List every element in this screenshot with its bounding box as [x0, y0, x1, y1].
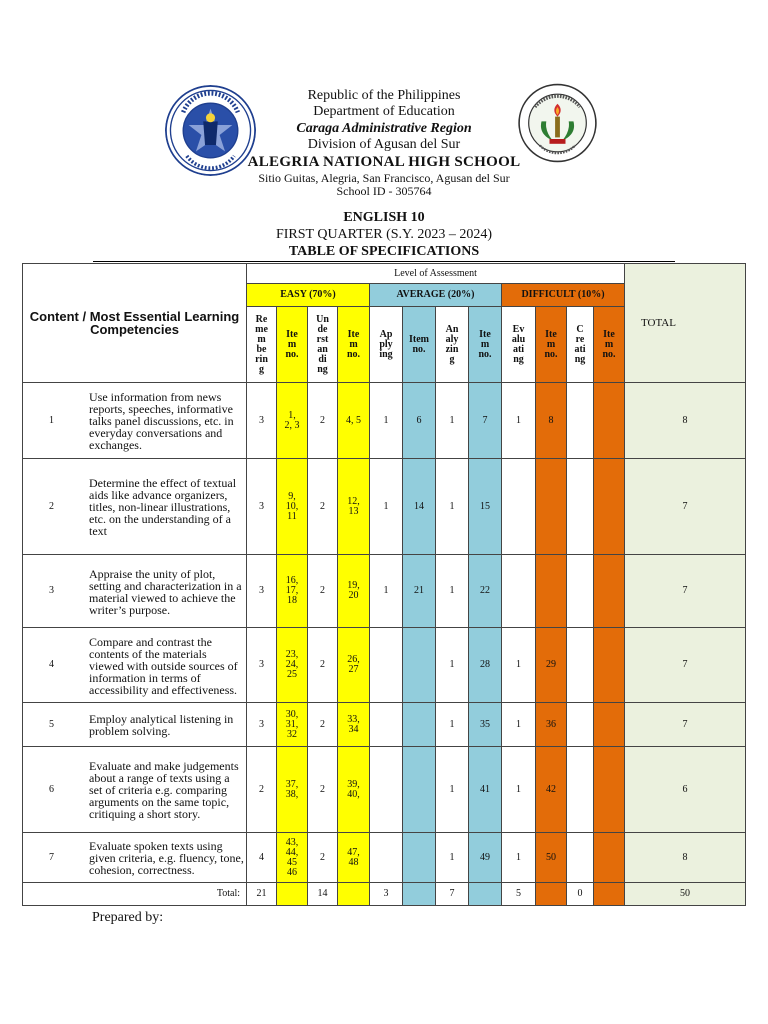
item-numbers-cell: 30, 31, 32: [277, 703, 308, 747]
table-row: [23, 703, 746, 747]
count-cell: 2: [308, 628, 338, 703]
quarter-title: FIRST QUARTER (S.Y. 2023 – 2024): [275, 227, 493, 242]
table-row: [23, 628, 746, 703]
item-numbers-cell: [403, 628, 436, 703]
item-numbers-cell: [536, 555, 567, 628]
item-numbers-cell: 39, 40,: [338, 747, 370, 833]
count-cell: 1: [370, 383, 403, 459]
totals-row: [23, 883, 746, 906]
competency-number: 4: [49, 659, 54, 670]
total-evaluating: 5: [502, 883, 536, 906]
count-cell: 2: [308, 747, 338, 833]
region-line: Caraga Administrative Region: [296, 121, 472, 136]
item-numbers-cell: 19, 20: [338, 555, 370, 628]
table-row: [23, 383, 746, 459]
item-numbers-cell: 50: [536, 833, 567, 883]
count-cell: 1: [502, 383, 536, 459]
competency-number: 6: [49, 783, 54, 795]
total-item-cell: [338, 883, 370, 906]
competency-cell: [23, 628, 247, 703]
count-cell: 2: [308, 703, 338, 747]
item-numbers-cell: [594, 555, 625, 628]
competency-number: 3: [49, 585, 54, 596]
total-item-cell: [536, 883, 567, 906]
count-cell: 1: [370, 459, 403, 555]
count-cell: [567, 459, 594, 555]
count-cell: 1: [436, 833, 469, 883]
row-total: 7: [625, 703, 746, 747]
count-cell: [370, 703, 403, 747]
item-numbers-cell: [594, 833, 625, 883]
competency-text: Evaluate spoken texts using given criteria, e.g. fluency, tone, cohesion, correctness.: [89, 839, 244, 877]
totals-label: Total:: [23, 883, 247, 906]
count-cell: 1: [370, 555, 403, 628]
department-line: Department of Education: [313, 104, 455, 119]
item-no-header: Ite m no.: [469, 307, 502, 383]
count-cell: 2: [308, 555, 338, 628]
row-total: 7: [625, 459, 746, 555]
count-cell: [567, 833, 594, 883]
item-no-header: Ite m no.: [594, 307, 625, 383]
item-numbers-cell: 9, 10, 11: [277, 459, 308, 555]
item-numbers-cell: [594, 459, 625, 555]
table-row: [23, 555, 746, 628]
count-cell: 1: [436, 459, 469, 555]
item-numbers-cell: 14: [403, 459, 436, 555]
count-cell: 3: [247, 459, 277, 555]
evaluating-header: Ev alu ati ng: [502, 307, 536, 383]
competency-cell: [23, 747, 247, 833]
difficult-header: DIFFICULT (10%): [502, 284, 625, 307]
competency-cell: [23, 555, 247, 628]
title-divider: [93, 261, 675, 262]
count-cell: [567, 628, 594, 703]
count-cell: 2: [308, 459, 338, 555]
competency-text: Determine the effect of textual aids like advance organizers, titles, non-linear illustrations, etc. on the understanding of a text: [89, 476, 237, 538]
row-total: 6: [625, 747, 746, 833]
total-remembering: 21: [247, 883, 277, 906]
item-numbers-cell: 7: [469, 383, 502, 459]
row-total: 7: [625, 555, 746, 628]
competency-text: Evaluate and make judgements about a range of texts using a set of criteria e.g. comparing arguments on the same topic, critiquing a short story.: [89, 759, 239, 821]
count-cell: [567, 383, 594, 459]
item-no-header: Ite m no.: [536, 307, 567, 383]
item-numbers-cell: 1, 2, 3: [277, 383, 308, 459]
item-numbers-cell: 21: [403, 555, 436, 628]
competency-cell: [23, 833, 247, 883]
average-header: AVERAGE (20%): [370, 284, 502, 307]
count-cell: 1: [502, 747, 536, 833]
total-creating: 0: [567, 883, 594, 906]
item-numbers-cell: 35: [469, 703, 502, 747]
row-total: 7: [625, 628, 746, 703]
item-numbers-cell: 8: [536, 383, 567, 459]
document-title: TABLE OF SPECIFICATIONS: [288, 244, 480, 259]
count-cell: 2: [247, 747, 277, 833]
remembering-header: Re me m be rin g: [247, 307, 277, 383]
item-numbers-cell: [403, 703, 436, 747]
item-numbers-cell: 28: [469, 628, 502, 703]
total-header: TOTAL: [625, 264, 746, 383]
count-cell: 3: [247, 703, 277, 747]
item-numbers-cell: 26, 27: [338, 628, 370, 703]
item-numbers-cell: 23, 24, 25: [277, 628, 308, 703]
item-no-header: Ite m no.: [338, 307, 370, 383]
school-address: Sitio Guitas, Alegria, San Francisco, Agusan del Sur: [258, 171, 510, 185]
item-numbers-cell: 36: [536, 703, 567, 747]
count-cell: [567, 555, 594, 628]
count-cell: 1: [502, 833, 536, 883]
item-numbers-cell: [594, 747, 625, 833]
total-item-cell: [403, 883, 436, 906]
competency-number: 1: [49, 414, 54, 426]
easy-header: EASY (70%): [247, 284, 370, 307]
competency-cell: [23, 383, 247, 459]
total-item-cell: [277, 883, 308, 906]
competency-header: Content / Most Essential Learning Competencies: [29, 309, 240, 337]
competency-text: Compare and contrast the contents of the materials viewed with outside sources of information in terms of accessibility and effectiveness.: [89, 634, 238, 697]
competency-text: Use information from news reports, speeches, informative talks panel discussions, etc. in everyday conversations and exchanges.: [89, 390, 234, 452]
specifications-table: [22, 263, 746, 906]
level-of-assessment-header: Level of Assessment: [247, 264, 625, 284]
count-cell: [502, 459, 536, 555]
count-cell: 1: [436, 555, 469, 628]
item-numbers-cell: 41: [469, 747, 502, 833]
school-name: ALEGRIA NATIONAL HIGH SCHOOL: [247, 154, 521, 170]
total-analyzing: 7: [436, 883, 469, 906]
count-cell: 2: [308, 383, 338, 459]
table-row: [23, 747, 746, 833]
understanding-header: Un de rst an di ng: [308, 307, 338, 383]
row-total: 8: [625, 383, 746, 459]
item-numbers-cell: [403, 747, 436, 833]
count-cell: 3: [247, 555, 277, 628]
total-item-cell: [469, 883, 502, 906]
item-numbers-cell: 42: [536, 747, 567, 833]
republic-line: Republic of the Philippines: [307, 88, 461, 103]
total-applying: 3: [370, 883, 403, 906]
count-cell: [502, 555, 536, 628]
count-cell: 3: [247, 628, 277, 703]
division-line: Division of Agusan del Sur: [307, 137, 461, 152]
item-numbers-cell: 47, 48: [338, 833, 370, 883]
grand-total: 50: [625, 883, 746, 906]
analyzing-header: An aly zin g: [436, 307, 469, 383]
count-cell: [567, 703, 594, 747]
item-numbers-cell: 6: [403, 383, 436, 459]
item-numbers-cell: 15: [469, 459, 502, 555]
item-numbers-cell: 4, 5: [338, 383, 370, 459]
count-cell: 1: [436, 628, 469, 703]
count-cell: 1: [436, 383, 469, 459]
total-understanding: 14: [308, 883, 338, 906]
item-numbers-cell: 22: [469, 555, 502, 628]
competency-number: 5: [49, 718, 54, 730]
competency-text: Appraise the unity of plot, setting and characterization in a material viewed to achieve the writer’s purpose.: [89, 566, 242, 617]
item-numbers-cell: [594, 628, 625, 703]
competency-text: Employ analytical listening in problem solving.: [89, 712, 234, 738]
row-total: 8: [625, 833, 746, 883]
count-cell: 4: [247, 833, 277, 883]
count-cell: [370, 628, 403, 703]
item-numbers-cell: [536, 459, 567, 555]
table-row: [23, 833, 746, 883]
applying-header: Ap ply ing: [370, 307, 403, 383]
total-item-cell: [594, 883, 625, 906]
item-numbers-cell: [594, 703, 625, 747]
count-cell: [567, 747, 594, 833]
competency-number: 7: [49, 851, 54, 863]
item-numbers-cell: 12, 13: [338, 459, 370, 555]
item-numbers-cell: [403, 833, 436, 883]
count-cell: 1: [436, 747, 469, 833]
item-numbers-cell: 43, 44, 45 46: [277, 833, 308, 883]
count-cell: 1: [436, 703, 469, 747]
subject-title: ENGLISH 10: [343, 210, 425, 225]
item-numbers-cell: 16, 17, 18: [277, 555, 308, 628]
count-cell: [370, 833, 403, 883]
item-no-header: Ite m no.: [277, 307, 308, 383]
competency-cell: [23, 459, 247, 555]
item-numbers-cell: 33, 34: [338, 703, 370, 747]
count-cell: 2: [308, 833, 338, 883]
count-cell: [370, 747, 403, 833]
competency-number: 2: [49, 500, 54, 512]
count-cell: 1: [502, 628, 536, 703]
item-numbers-cell: 37, 38,: [277, 747, 308, 833]
competency-header-cell: [23, 264, 247, 383]
item-numbers-cell: 29: [536, 628, 567, 703]
table-row: [23, 459, 746, 555]
item-no-header: Item no.: [403, 307, 436, 383]
item-numbers-cell: [594, 383, 625, 459]
creating-header: C re ati ng: [567, 307, 594, 383]
prepared-by-label: Prepared by:: [92, 910, 164, 925]
count-cell: 1: [502, 703, 536, 747]
count-cell: 3: [247, 383, 277, 459]
item-numbers-cell: 49: [469, 833, 502, 883]
competency-cell: [23, 703, 247, 747]
school-id: School ID - 305764: [336, 184, 432, 198]
